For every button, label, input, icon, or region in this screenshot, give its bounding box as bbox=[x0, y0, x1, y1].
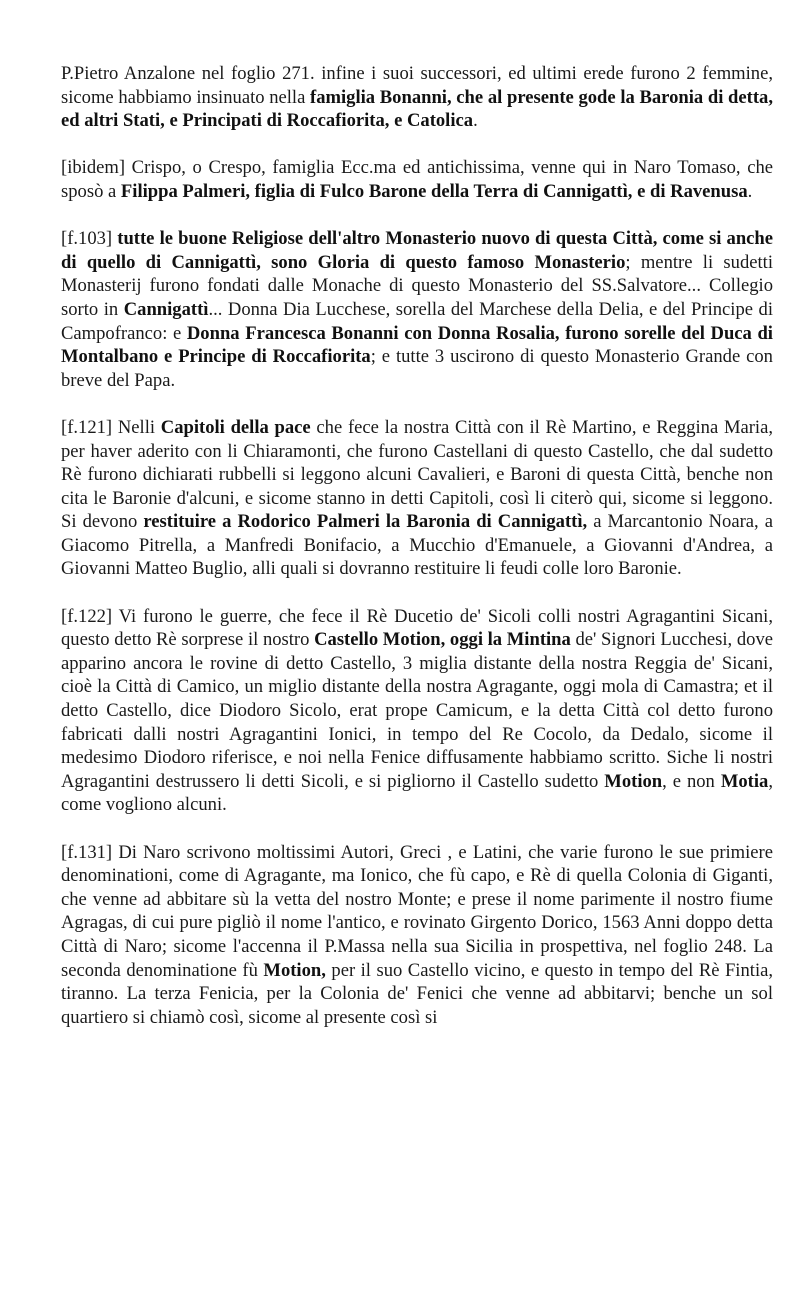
text-segment: [ibidem] Crispo, o Crespo, famiglia Ecc.ma ed antichissima, venne qui in Naro Tomaso, che sposò a bbox=[61, 157, 773, 202]
bold-text-segment: famiglia Bonanni, che al presente gode la Baronia di detta, ed altri Stati, e Principati di Roccafiorita, e Catolica bbox=[61, 86, 773, 132]
bold-text-segment: Cannigattì bbox=[123, 298, 209, 320]
bold-text-segment: Motion bbox=[604, 770, 663, 792]
text-segment: . bbox=[473, 110, 478, 132]
text-segment: che fece la nostra Città con il Rè Martino, e Reggina Maria, per haver aderito con li Chiaramonti, che furono Castellani di questo Castello, che dal sudetto Rè furono dichiarati rubbelli si leggono alcuni Cavalieri, e Baroni di questa Città, benche non cita le Baronie d'alcuni, e sicome stanno in detti Capitoli, così li citerò qui, sicome si leggono. Si devono bbox=[61, 416, 773, 533]
text-segment: [f.122] Vi furono le guerre, che fece il Rè Ducetio de' Sicoli colli nostri Agragantini Sicani, questo detto Rè sorprese il nostro bbox=[61, 605, 773, 651]
bold-text-segment: Motia bbox=[720, 770, 769, 792]
bold-text-segment: Capitoli della pace bbox=[160, 416, 311, 438]
document-page bbox=[61, 62, 773, 1053]
text-segment: per il suo Castello vicino, e questo in tempo del Rè Fintia, tiranno. La terza Fenicia, per la Colonia de' Fenici che venne ad abbitarvi; benche un sol quartiero si chiamò così, sicome al presente così si bbox=[61, 959, 774, 1028]
text-segment: P.Pietro Anzalone nel foglio 271. infine i suoi successori, ed ultimi erede furono 2 femmine, sicome habbiamo insinuato nella bbox=[61, 63, 773, 108]
text-segment: ; e tutte 3 uscirono di questo Monasterio Grande con breve del Papa. bbox=[61, 346, 773, 391]
text-segment: [f.121] Nelli bbox=[61, 416, 161, 438]
bold-text-segment: Filippa Palmeri, figlia di Fulco Barone della Terra di Cannigattì, e di Ravenusa bbox=[120, 180, 748, 202]
text-segment: de' Signori Lucchesi, dove apparino ancora le rovine di detto Castello, 3 miglia distante della nostra Reggia de' Sicani, cioè la Città di Camico, un miglio distante della nostra Agragante, oggi mola di Camastra; et il detto Castello, dice Diodoro Sicolo, erat prope Camicum, e la detta Città col detto furono fabricati dalli nostri Agragantini Ionici, in tempo del Re Cocolo, da Dedalo, sicome il medesimo Diodoro riferisce, e noi nella Fenice diffusamente habbiamo scritto. Siche li nostri Agragantini destrussero li detti Sicoli, e si pigliorno il Castello sudetto bbox=[61, 629, 773, 792]
bold-text-segment: tutte le buone Religiose dell'altro Monasterio nuovo di questa Città, come si anche di quello di Cannigattì, sono Gloria di questo famoso Monasterio bbox=[61, 228, 774, 273]
paragraph-4 bbox=[61, 416, 773, 581]
paragraph-6 bbox=[61, 841, 773, 1030]
paragraph-5 bbox=[61, 605, 773, 817]
text-segment: a Marcantonio Noara, a Giacomo Pitrella, a Manfredi Bonifacio, a Mucchio d'Emanuele, a Giovanni d'Andrea, a Giovanni Matteo Buglio, alli quali si dovranno restituire li feudi colle loro Baronie. bbox=[61, 511, 773, 580]
text-segment: [f.131] Di Naro scrivono moltissimi Autori, Greci , e Latini, che varie furono le sue primiere denominationi, come di Agragante, ma Ionico, che fù capo, e Rè di quella Colonia di Giganti, che venne ad abbitare sù la vetta del nostro Monte; e prese il nome parimente il nostro fiume Agragas, di cui pure pigliò il nome l'antico, e rovinato Girgento Dorico, 1563 Anni doppo detta Città di Naro; sicome l'accenna il P.Massa nella sua Sicilia in prospettiva, nel foglio 248. La seconda denominatione fù bbox=[61, 841, 773, 981]
bold-text-segment: Castello Motion, oggi la Mintina bbox=[314, 629, 571, 651]
paragraph-2 bbox=[61, 156, 773, 203]
text-segment: , e non bbox=[662, 770, 721, 792]
bold-text-segment: restituire a Rodorico Palmeri la Baronia di Cannigattì, bbox=[143, 511, 588, 533]
paragraph-3 bbox=[61, 227, 773, 392]
paragraph-1 bbox=[61, 62, 773, 133]
text-segment: [f.103] bbox=[61, 228, 118, 250]
bold-text-segment: Motion, bbox=[263, 959, 326, 981]
text-segment: , come vogliono alcuni. bbox=[61, 770, 773, 816]
text-segment: . bbox=[747, 180, 753, 202]
text-segment: ... Donna Dia Lucchese, sorella del Marchese della Delia, e del Principe di Campofranco: e bbox=[61, 298, 773, 344]
text-segment: ; mentre li sudetti Monasterij furono fondati dalle Monache di questo Monasterio del SS.Salvatore... Collegio sorto in bbox=[61, 251, 773, 320]
bold-text-segment: Donna Francesca Bonanni con Donna Rosalia, furono sorelle del Duca di Montalbano e Principe di Roccafiorita bbox=[61, 322, 773, 368]
